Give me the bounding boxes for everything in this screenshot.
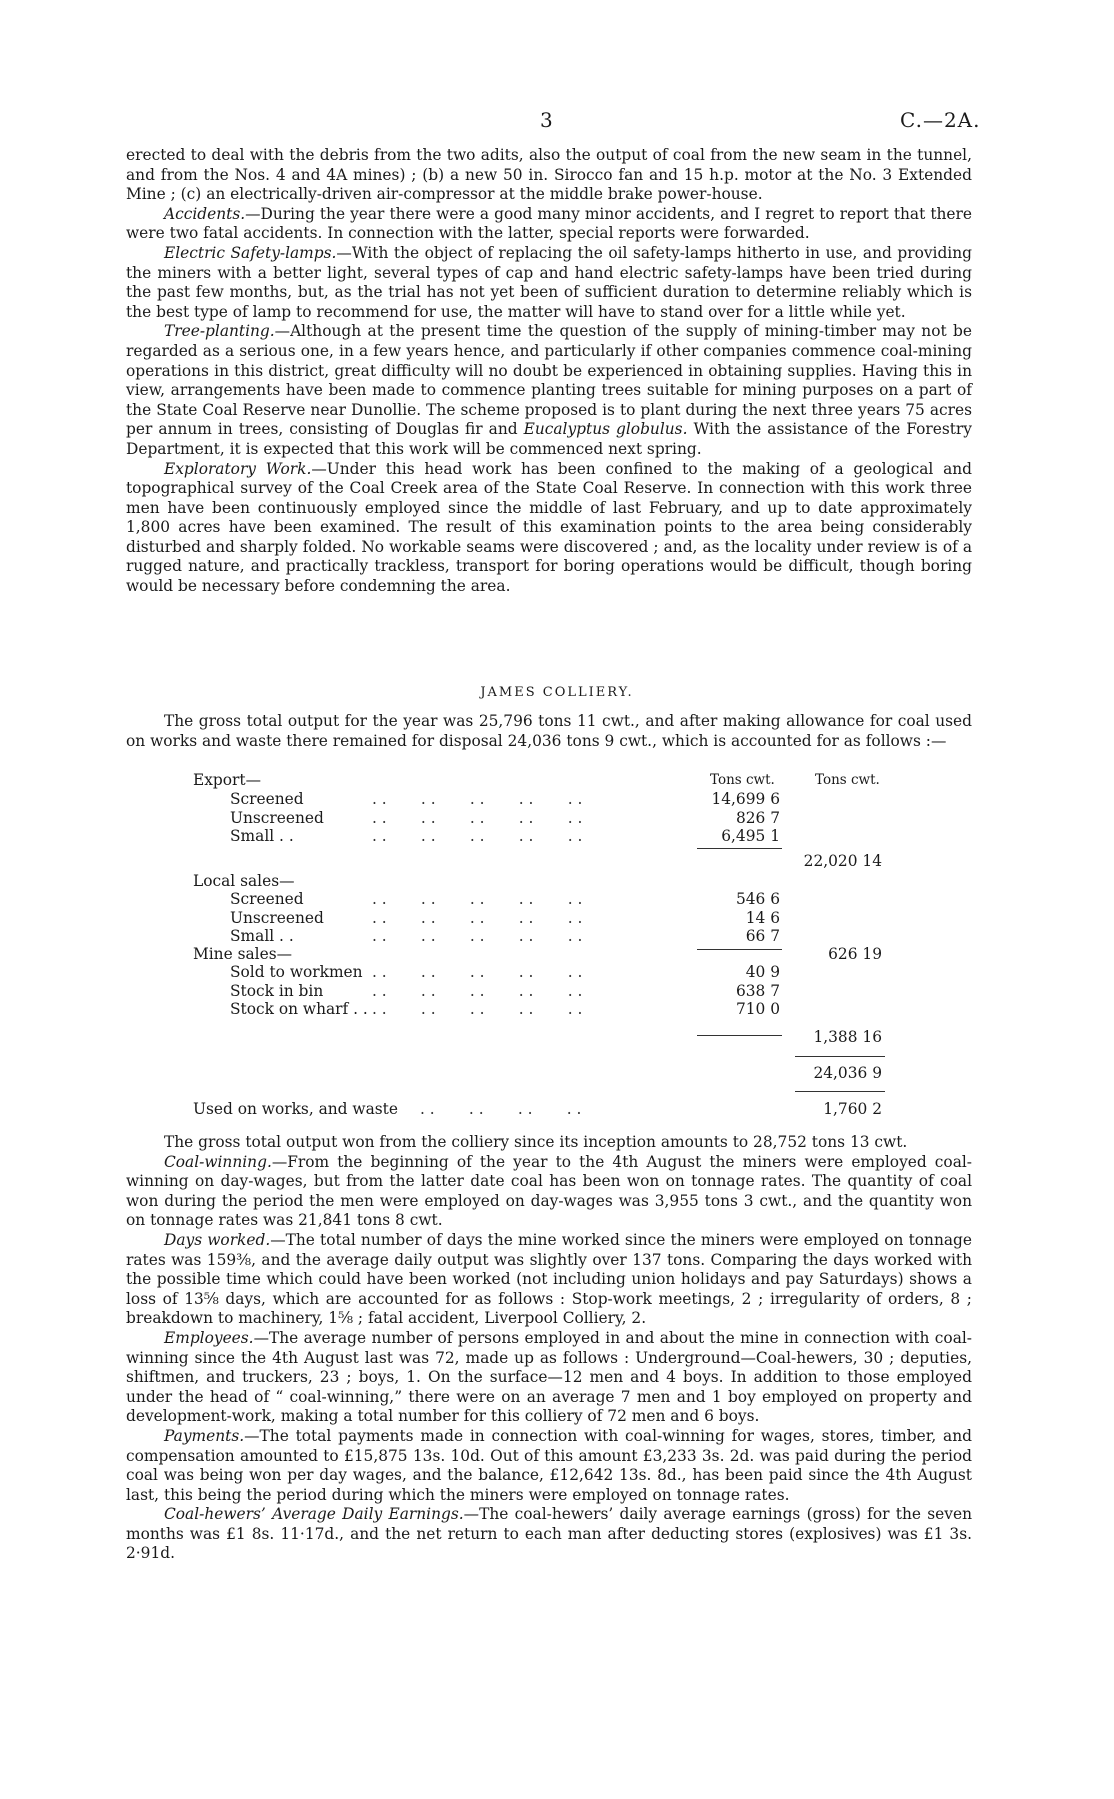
subtotal-rule xyxy=(795,1056,885,1057)
paragraph-heading: Accidents. xyxy=(164,204,246,223)
local-sales-heading: Local sales— xyxy=(193,872,295,890)
paragraph xyxy=(126,322,972,459)
paragraph xyxy=(126,1427,972,1505)
grand-total: 24,036 9 xyxy=(813,1064,882,1082)
paragraph-heading: Eucalyptus globulus. xyxy=(523,420,688,439)
intro-text xyxy=(126,146,972,597)
paragraph-text: With the assistance of the Forestry Department, it is expected that this work will be commenced next spring. xyxy=(126,420,972,458)
row-value: 66 7 xyxy=(745,927,780,945)
mine-sales-heading: Mine sales— xyxy=(193,945,292,963)
paragraph-text: —The average number of persons employed in and about the mine in connection with coal-winning since the 4th August last was 72, made up as follows : Underground—Coal-hewers, 30 ; deputies, shiftmen, and truckers, 23 ; boys, 1. On the surface—12 men and 4 boys. In addition to those employed under the head of “ coal-winning,” there were on an average 7 men and 1 boy employed on property and development-work, making a total number for this colliery of 72 men and 6 boys. xyxy=(126,1328,972,1426)
row-value: 638 7 xyxy=(735,981,780,1000)
paragraph-text: —The total number of days the mine worked since the miners were employed on tonnage rates was 159⅜, and the average daily output was slightly over 137 tons. Comparing the days worked with the possible time which could have been worked (not including union holidays and pay Saturdays) shows a loss of 13⅝ days, which are accounted for as follows : Stop-work meetings, 2 ; irregularity of orders, 8 ; breakdown to machinery, 1⅝ ; fatal accident, Liverpool Colliery, 2. xyxy=(126,1230,972,1328)
row-label: Unscreened xyxy=(230,808,324,827)
paragraph-text: erected to deal with the debris from the two adits, also the output of coal from the new seam in the tunnel, and from the Nos. 4 and 4A mines) ; (b) a new 50 in. Sirocco fan and 15 h.p. motor at the No. 3 Extended Mine ; (c) an electrically-driven air-compressor at the middle brake power-house. xyxy=(126,146,972,204)
row-value: 6,495 1 xyxy=(721,827,780,845)
export-rule xyxy=(697,848,782,849)
row-label: Small . . xyxy=(230,827,294,845)
paragraph xyxy=(126,1505,972,1564)
paragraph-heading: Electric Safety-lamps. xyxy=(164,243,337,262)
row-leader: . . . . . . . . . . xyxy=(372,827,583,845)
export-heading: Export— xyxy=(193,771,261,789)
paragraph xyxy=(126,1231,972,1329)
column-header-tons-cwt: Tons cwt. xyxy=(710,772,775,788)
row-value: 14 6 xyxy=(745,908,780,927)
paragraph xyxy=(126,1329,972,1427)
row-label: Screened xyxy=(230,790,304,808)
closing-text xyxy=(126,1133,972,1564)
grand-total-rule xyxy=(795,1091,885,1092)
paragraph-text: —The coal-hewers’ daily average earnings (gross) for the seven months was £1 8s. 11·17d., and the net return to each man after deducting stores (explosives) was £1 3s. 2·91d. xyxy=(126,1505,973,1563)
paragraph xyxy=(126,460,972,597)
row-label: Unscreened xyxy=(230,908,324,927)
paragraph xyxy=(126,146,972,205)
paragraph xyxy=(126,244,972,322)
row-value: 710 0 xyxy=(735,1000,780,1018)
row-leader: . . . . . . . . . . xyxy=(372,927,583,945)
paragraph-heading: Coal-winning. xyxy=(164,1152,272,1171)
paragraph-text: —During the year there were a good many minor accidents, and I regret to report that there were two fatal accidents. In connection with the latter, special reports were forwarded. xyxy=(126,204,972,243)
row-value: 14,699 6 xyxy=(711,790,780,808)
row-leader: . . . . . . . . . . xyxy=(372,963,583,981)
section-intro xyxy=(126,712,972,751)
used-on-works-value: 1,760 2 xyxy=(823,1100,882,1118)
mine-total: 1,388 16 xyxy=(813,1028,882,1046)
paragraph-text: —The total payments made in connection with coal-winning for wages, stores, timber, and compensation amounted to £15,875 13s. 10d. Out of this amount £3,233 3s. 2d. was paid during the period coal was being won per day wages, and the balance, £12,642 13s. 8d., has been paid since the 4th August last, this being the period during which the miners were employed on tonnage rates. xyxy=(126,1426,972,1504)
paragraph-heading: Tree-planting. xyxy=(164,322,275,341)
row-leader: . . . . . . . . . . xyxy=(372,908,583,927)
row-leader: . . . . . . . . . . xyxy=(372,981,583,1000)
row-leader: . . . . . . . . . . xyxy=(372,1000,583,1018)
section-title: JAMES COLLIERY. xyxy=(480,685,634,700)
paragraph xyxy=(126,1153,972,1231)
paragraph-text: —Under this head work has been confined to the making of a geological and topographical survey of the Coal Creek area of the State Coal Reserve. In connection with this work three men have been continuously employed since the middle of last February, and up to date approximately 1,800 acres have been examined. The result of this examination points to the area being considerably disturbed and sharply folded. No workable seams were discovered ; and, as the locality under review is of a rugged nature, and practically trackless, transport for boring operations would be difficult, though boring would be necessary before condemning the area. xyxy=(126,459,973,596)
paragraph-heading: Exploratory Work. xyxy=(164,459,312,478)
paragraph-heading: Payments. xyxy=(164,1426,245,1445)
paragraph-text: —From the beginning of the year to the 4th August the miners were employed coal-winning on day-wages, but from the latter date coal has been won on tonnage rates. The quantity of coal won during the period the men were employed on day-wages was 3,955 tons 3 cwt., and the quantity won on tonnage rates was 21,841 tons 8 cwt. xyxy=(126,1152,972,1230)
paragraph-heading: Employees. xyxy=(164,1328,254,1347)
paragraph-text: The gross total output won from the colliery since its inception amounts to 28,752 tons 13 cwt. xyxy=(164,1133,908,1151)
export-total: 22,020 14 xyxy=(803,852,882,870)
row-leader: . . . . . . . . . . xyxy=(372,790,583,808)
row-value: 826 7 xyxy=(735,808,780,827)
row-label: Stock in bin xyxy=(230,981,324,1000)
paragraph xyxy=(126,1133,972,1153)
row-leader: . . . . . . . . . . xyxy=(372,890,583,908)
row-value: 546 6 xyxy=(735,890,780,908)
row-label: Sold to workmen xyxy=(230,963,363,981)
mine-rule xyxy=(697,1035,782,1036)
row-label: Small . . xyxy=(230,927,294,945)
local-total: 626 19 xyxy=(828,945,882,963)
column-header-tons-cwt-2: Tons cwt. xyxy=(815,772,880,788)
paragraph-heading: Days worked. xyxy=(164,1230,271,1249)
section-intro-paragraph: The gross total output for the year was 25,796 tons 11 cwt., and after making allowance for coal used on works and waste there remained for disposal 24,036 tons 9 cwt., which is accounted for as follows :— xyxy=(126,712,972,750)
paragraph-text: —With the object of replacing the oil safety-lamps hitherto in use, and providing the miners with a better light, several types of cap and hand electric safety-lamps have been tried during the past few months, but, as the trial has not yet been of sufficient duration to determine reliably which is the best type of lamp to recommend for use, the matter will have to stand over for a little while yet. xyxy=(126,243,972,321)
paragraph xyxy=(126,205,972,244)
local-rule xyxy=(697,949,782,950)
paragraph-heading: Coal-hewers’ Average Daily Earnings. xyxy=(164,1505,464,1524)
used-on-works-leader: . . . . . . . . xyxy=(420,1100,582,1118)
row-leader: . . . . . . . . . . xyxy=(372,808,583,827)
document-reference: C.—2A. xyxy=(900,108,981,132)
row-label: Screened xyxy=(230,890,304,908)
row-value: 40 9 xyxy=(745,963,780,981)
row-label: Stock on wharf . . xyxy=(230,1000,368,1018)
page-number: 3 xyxy=(540,108,553,132)
used-on-works-label: Used on works, and waste xyxy=(193,1100,398,1118)
paragraph-text: —Although at the present time the question of the supply of mining-timber may not be regarded as a serious one, in a few years hence, and particularly if other companies commence coal-mining operations in this district, great difficulty will no doubt be experienced in obtaining supplies. Having this in view, arrangements have been made to commence planting trees suitable for mining purposes on a part of the State Coal Reserve near Dunollie. The scheme proposed is to plant during the next three years 75 acres per annum in trees, consisting of Douglas fir and xyxy=(126,322,972,439)
